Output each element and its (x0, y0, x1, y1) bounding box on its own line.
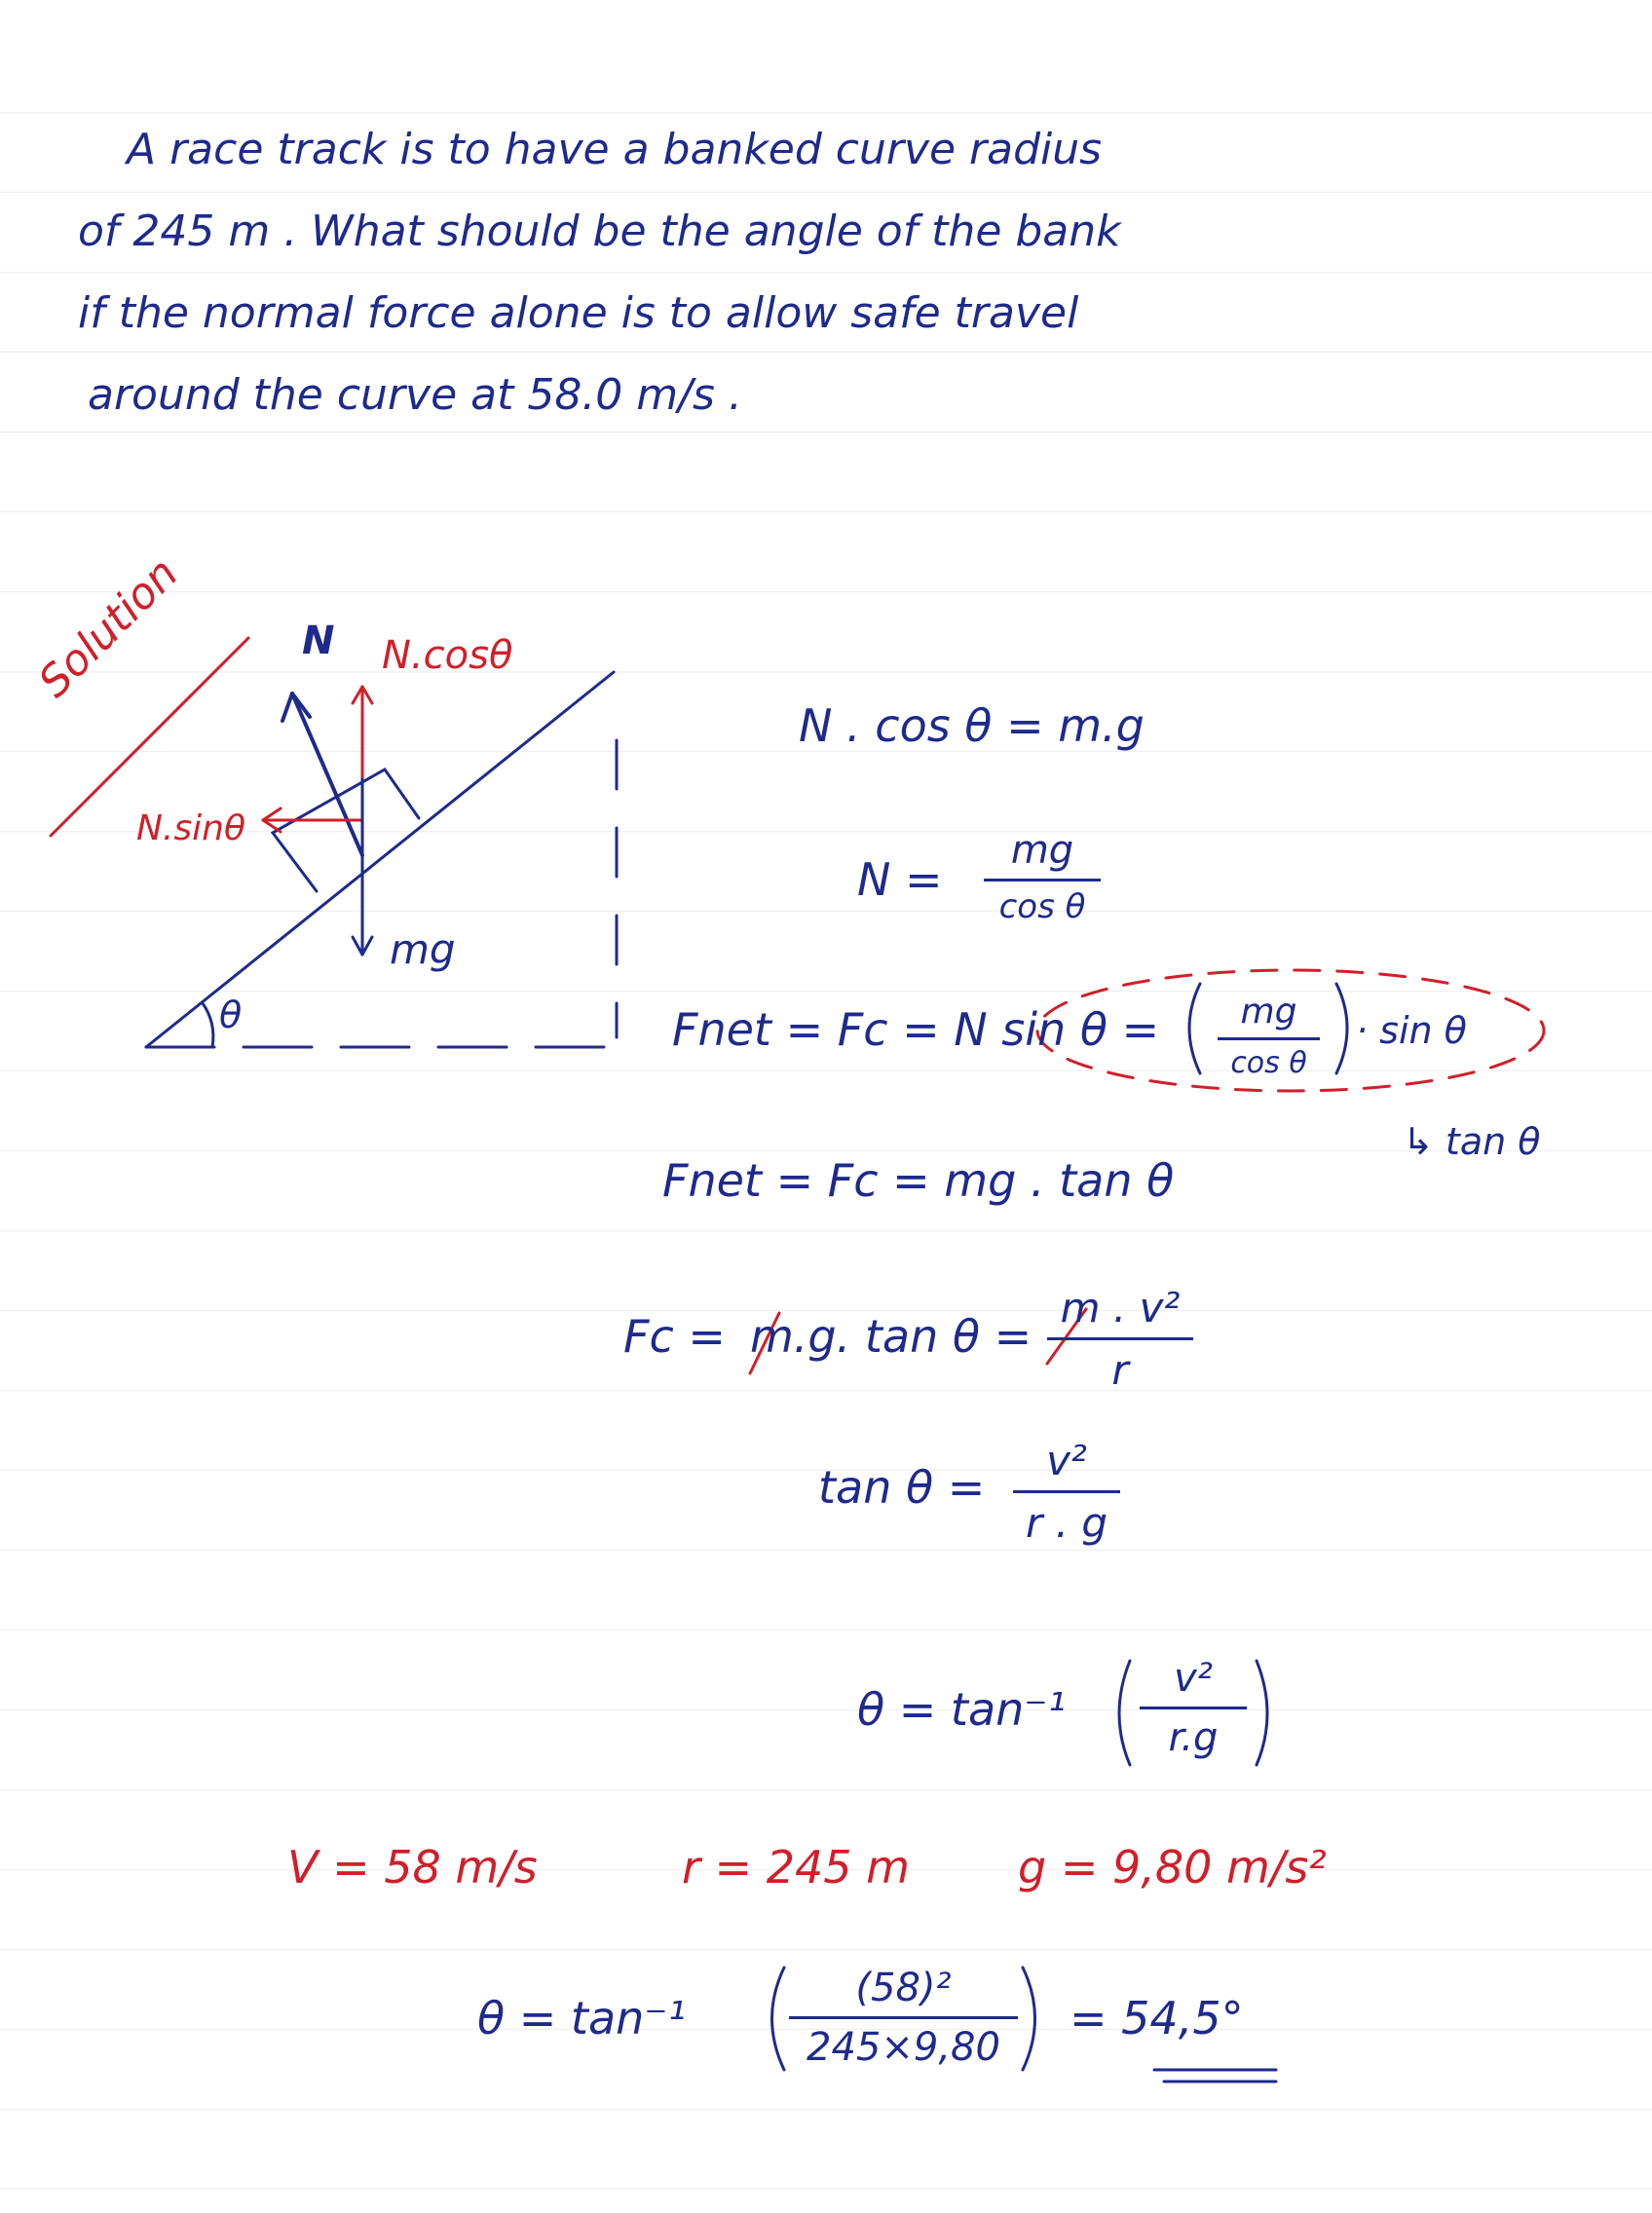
angle-arc (203, 1003, 213, 1047)
eq5-denominator: r (1111, 1346, 1129, 1394)
final-fraction (789, 1966, 1018, 2070)
problem-line-2: of 245 m . What should be the angle of the bank (78, 206, 1121, 256)
normal-force-arrow (292, 694, 362, 855)
equation-1: N . cos θ = m.g (799, 699, 1145, 752)
eq2-numerator: mg (1010, 828, 1074, 873)
eq5-numerator: m . v² (1060, 1284, 1181, 1332)
final-result: = 54,5° (1070, 1992, 1244, 2044)
equation-2-fraction (984, 828, 1101, 926)
final-numerator: (58)² (855, 1966, 952, 2010)
equation-5-mid: m.g. tan θ = (750, 1310, 1032, 1363)
final-left-paren (772, 1968, 785, 2070)
block-outline (273, 769, 419, 891)
n-label: N (302, 619, 335, 663)
equation-3-tail: · sin θ (1356, 1009, 1467, 1052)
equation-6-lhs: tan θ = (818, 1461, 986, 1514)
incline-line (146, 672, 614, 1047)
final-right-paren (1023, 1968, 1035, 2070)
eq3-left-paren (1189, 984, 1200, 1073)
solution-label: Solution (29, 548, 188, 708)
final-denominator: 245×9,80 (807, 2025, 1000, 2070)
eq7-left-paren (1119, 1661, 1130, 1765)
ncos-label: N.cosθ (382, 633, 513, 678)
mg-label: mg (390, 925, 456, 973)
given-velocity: V = 58 m/s (287, 1841, 538, 1894)
equation-7-fraction (1140, 1656, 1247, 1760)
problem-line-4: around the curve at 58.0 m/s . (88, 370, 742, 420)
problem-line-1: A race track is to have a banked curve radius (127, 125, 1103, 174)
equation-2-lhs: N = (857, 853, 943, 906)
problem-line-3: if the normal force alone is to allow safe travel (78, 288, 1079, 338)
eq7-denominator: r.g (1168, 1715, 1219, 1760)
equation-3-lhs: Fnet = Fc = N sin θ = (672, 1003, 1160, 1056)
equation-6-fraction (1013, 1437, 1120, 1547)
equation-3-note: ↳ tan θ (1403, 1120, 1541, 1163)
theta-label: θ (219, 994, 243, 1036)
equation-5-lhs: Fc = (623, 1310, 726, 1363)
equation-4: Fnet = Fc = mg . tan θ (662, 1154, 1175, 1207)
given-gravity: g = 9,80 m/s² (1018, 1841, 1327, 1894)
final-lhs: θ = tan⁻¹ (477, 1992, 687, 2044)
equation-3-fraction (1218, 992, 1320, 1080)
eq6-numerator: v² (1046, 1437, 1087, 1484)
eq2-denominator: cos θ (998, 887, 1086, 926)
equation-5-fraction (1047, 1284, 1193, 1394)
nsin-label: N.sinθ (136, 808, 245, 848)
eq3-denominator: cos θ (1230, 1046, 1307, 1080)
equation-7-lhs: θ = tan⁻¹ (857, 1683, 1067, 1736)
eq3-numerator: mg (1240, 992, 1297, 1031)
given-radius: r = 245 m (682, 1841, 910, 1894)
eq3-right-paren (1336, 984, 1347, 1073)
eq7-numerator: v² (1174, 1656, 1213, 1701)
eq6-denominator: r . g (1026, 1499, 1108, 1547)
eq7-right-paren (1257, 1661, 1267, 1765)
